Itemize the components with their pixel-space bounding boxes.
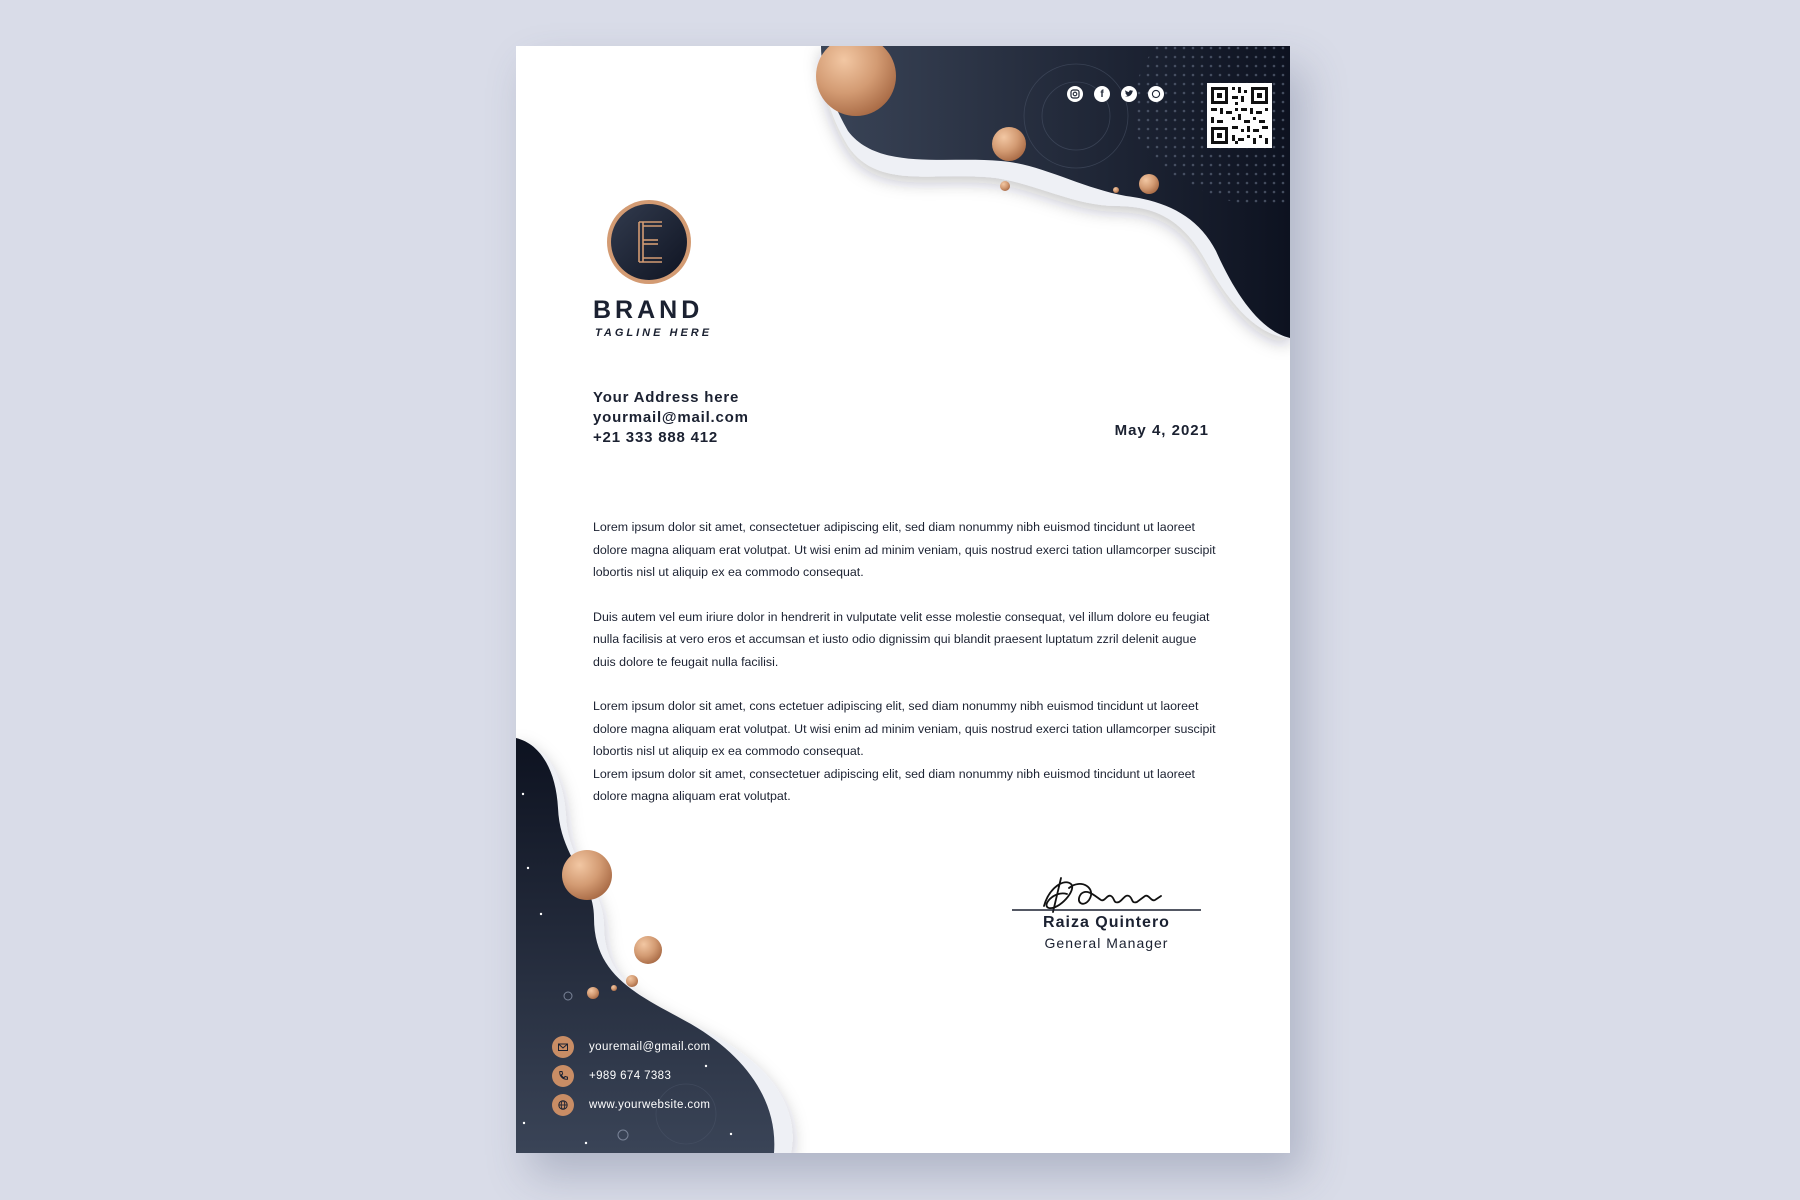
footer-contacts (552, 1032, 711, 1119)
letter-body (593, 516, 1218, 808)
globe-icon (552, 1094, 574, 1116)
footer-email: youremail@gmail.com (589, 1040, 711, 1053)
letterhead-page (516, 46, 1290, 1153)
brand-name: BRAND (593, 296, 704, 324)
footer-website: www.yourwebsite.com (589, 1098, 711, 1111)
body-paragraph: Duis autem vel eum iriure dolor in hendrerit in vulputate velit esse molestie consequat, vel illum dolore eu feugiat nulla facilisis at vero eros et accumsan et iusto odio dignissim qui blandit praesent luptatum zzril delenit augue duis dolore te feugait nulla facilisi. (593, 609, 1210, 669)
body-paragraph: Lorem ipsum dolor sit amet, consectetuer adipiscing elit, sed diam nonummy nibh euismod tincidunt ut laoreet dolore magna aliquam erat volutpat. (593, 766, 1195, 803)
twitter-icon[interactable] (1121, 86, 1137, 102)
logo-e-emblem-icon (605, 198, 693, 286)
sender-phone: +21 333 888 412 (593, 429, 719, 446)
footer-phone-row[interactable] (552, 1061, 711, 1090)
mail-icon (552, 1036, 574, 1058)
sender-email: yourmail@mail.com (593, 409, 749, 426)
whatsapp-icon[interactable] (1148, 86, 1164, 102)
facebook-icon[interactable]: f (1094, 86, 1110, 102)
qr-code-icon (1207, 83, 1272, 148)
sender-address: Your Address here (593, 389, 740, 406)
qr-code (1207, 83, 1272, 148)
brand-logo (605, 198, 693, 286)
signatory-title: General Manager (1044, 935, 1169, 951)
sender-contact (593, 388, 749, 448)
social-icons (1067, 86, 1164, 102)
phone-icon (552, 1065, 574, 1087)
footer-email-row[interactable] (552, 1032, 711, 1061)
brand-tagline: TAGLINE HERE (595, 327, 713, 339)
body-paragraph: Lorem ipsum dolor sit amet, cons ectetuer adipiscing elit, sed diam nonummy nibh euismod tincidunt ut laoreet dolore magna aliquam erat volutpat. Ut wisi enim ad minim veniam, quis nostrud exerci tation ullamcorper suscipit lobortis nisl ut aliquip ex ea commodo consequat. (593, 699, 1216, 758)
letter-date: May 4, 2021 (1114, 422, 1209, 439)
instagram-icon[interactable] (1067, 86, 1083, 102)
footer-phone: +989 674 7383 (589, 1069, 672, 1082)
signatory-name: Raiza Quintero (1043, 914, 1170, 931)
body-paragraph: Lorem ipsum dolor sit amet, consectetuer adipiscing elit, sed diam nonummy nibh euismod tincidunt ut laoreet dolore magna aliquam erat volutpat. Ut wisi enim ad minim veniam, quis nostrud exerci tation ullamcorper suscipit lobortis nisl ut aliquip ex ea commodo consequat. (593, 520, 1216, 579)
footer-website-row[interactable] (552, 1090, 711, 1119)
handwritten-signature (1009, 848, 1204, 948)
